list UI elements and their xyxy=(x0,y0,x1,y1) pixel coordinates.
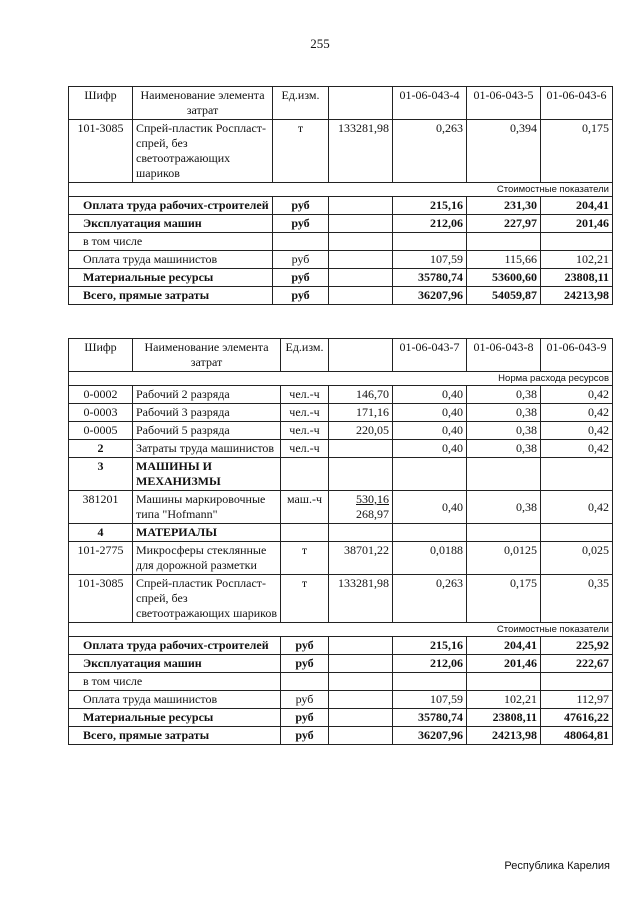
cost-unit: руб xyxy=(281,709,329,727)
cost-unit: руб xyxy=(273,269,329,287)
cost-name: Материальные ресурсы xyxy=(69,709,281,727)
row-value: 0,263 xyxy=(393,575,467,623)
row-value: 0,175 xyxy=(541,120,613,183)
row-value: 0,0125 xyxy=(467,542,541,575)
cost-price xyxy=(329,637,393,655)
cost-row xyxy=(69,197,613,215)
cost-value: 225,92 xyxy=(541,637,613,655)
row-code: 101-3085 xyxy=(69,575,133,623)
cost-price xyxy=(329,655,393,673)
row-value: 0,38 xyxy=(467,491,541,524)
row-price: 220,05 xyxy=(329,422,393,440)
row-price: 38701,22 xyxy=(329,542,393,575)
cost-name: в том числе xyxy=(69,673,281,691)
cost-name: Оплата труда рабочих-строителей xyxy=(69,637,281,655)
section-band xyxy=(69,372,613,386)
cost-value: 47616,22 xyxy=(541,709,613,727)
table-header xyxy=(69,87,613,120)
row-unit: маш.-ч xyxy=(281,491,329,524)
section-heading-row xyxy=(69,524,613,542)
materials-section xyxy=(69,542,613,623)
cost-value: 35780,74 xyxy=(393,269,467,287)
row-value: 0,42 xyxy=(541,491,613,524)
header-price xyxy=(329,339,393,372)
table-row xyxy=(69,404,613,422)
row-value: 0,40 xyxy=(393,422,467,440)
row-value: 0,38 xyxy=(467,422,541,440)
header-col-3: 01-06-043-6 xyxy=(541,87,613,120)
row-unit: т xyxy=(281,542,329,575)
cost-row xyxy=(69,251,613,269)
row-unit: т xyxy=(281,575,329,623)
cost-unit: руб xyxy=(273,287,329,305)
row-value: 0,025 xyxy=(541,542,613,575)
header-name: Наименование элемента затрат xyxy=(133,339,281,372)
band-label: Стоимостные показатели xyxy=(69,183,613,197)
cost-value: 222,67 xyxy=(541,655,613,673)
row-code: 101-3085 xyxy=(69,120,133,183)
row-unit: чел.-ч xyxy=(281,422,329,440)
header-code: Шифр xyxy=(69,87,133,120)
row-value: 0,40 xyxy=(393,404,467,422)
cost-value: 102,21 xyxy=(541,251,613,269)
cost-value xyxy=(393,673,467,691)
cost-name: в том числе xyxy=(69,233,273,251)
row-name: Машины маркировочные типа "Hofmann" xyxy=(133,491,281,524)
cost-value xyxy=(467,233,541,251)
cost-unit: руб xyxy=(273,251,329,269)
row-value: 0,38 xyxy=(467,386,541,404)
cost-value: 215,16 xyxy=(393,637,467,655)
section-title: МАШИНЫ И МЕХАНИЗМЫ xyxy=(133,458,281,491)
cost-name: Оплата труда машинистов xyxy=(69,691,281,709)
cost-row xyxy=(69,269,613,287)
row-value: 0,40 xyxy=(393,440,467,458)
table-header xyxy=(69,339,613,372)
header-unit: Ед.изм. xyxy=(281,339,329,372)
row-name: Микросферы стеклянные для дорожной разметки xyxy=(133,542,281,575)
row-code: 2 xyxy=(69,440,133,458)
cost-value: 227,97 xyxy=(467,215,541,233)
cost-value xyxy=(393,233,467,251)
table-row xyxy=(69,440,613,458)
row-name: Спрей-пластик Роспласт-спрей, без светоотражающих шариков xyxy=(133,575,281,623)
cost-value: 107,59 xyxy=(393,251,467,269)
cost-value: 212,06 xyxy=(393,655,467,673)
cost-unit: руб xyxy=(281,727,329,745)
cost-value: 48064,81 xyxy=(541,727,613,745)
row-price-top: 530,16 xyxy=(356,492,389,506)
header-col-2: 01-06-043-5 xyxy=(467,87,541,120)
row-name: Рабочий 2 разряда xyxy=(133,386,281,404)
cost-price xyxy=(329,709,393,727)
cost-price xyxy=(329,197,393,215)
cost-price xyxy=(329,269,393,287)
section-code: 3 xyxy=(69,458,133,491)
header-code: Шифр xyxy=(69,339,133,372)
cost-name: Эксплуатация машин xyxy=(69,655,281,673)
cost-value: 204,41 xyxy=(541,197,613,215)
cost-value: 23808,11 xyxy=(467,709,541,727)
row-unit: чел.-ч xyxy=(281,440,329,458)
cost-price xyxy=(329,727,393,745)
cost-name: Всего, прямые затраты xyxy=(69,727,281,745)
cost-unit xyxy=(281,673,329,691)
cost-name: Оплата труда рабочих-строителей xyxy=(69,197,273,215)
header-col-1: 01-06-043-4 xyxy=(393,87,467,120)
cost-unit: руб xyxy=(273,197,329,215)
workers-section xyxy=(69,386,613,440)
row-value: 0,263 xyxy=(393,120,467,183)
row-name: Рабочий 5 разряда xyxy=(133,422,281,440)
row-price: 146,70 xyxy=(329,386,393,404)
cost-value: 24213,98 xyxy=(467,727,541,745)
band-label: Стоимостные показатели xyxy=(69,623,613,637)
cost-value: 231,30 xyxy=(467,197,541,215)
cost-name: Всего, прямые затраты xyxy=(69,287,273,305)
cost-value: 107,59 xyxy=(393,691,467,709)
cost-value: 23808,11 xyxy=(541,269,613,287)
cost-value: 35780,74 xyxy=(393,709,467,727)
cost-name: Материальные ресурсы xyxy=(69,269,273,287)
cost-unit: руб xyxy=(281,637,329,655)
row-name: Спрей-пластик Роспласт-спрей, без светоотражающих шариков xyxy=(133,120,273,183)
table-row xyxy=(69,491,613,524)
row-value: 0,0188 xyxy=(393,542,467,575)
row-price: 171,16 xyxy=(329,404,393,422)
cost-value: 204,41 xyxy=(467,637,541,655)
cost-price xyxy=(329,691,393,709)
cost-row xyxy=(69,287,613,305)
row-price xyxy=(329,440,393,458)
header-name: Наименование элемента затрат xyxy=(133,87,273,120)
table-row xyxy=(69,386,613,404)
header-unit: Ед.изм. xyxy=(273,87,329,120)
row-value: 0,42 xyxy=(541,404,613,422)
row-code: 0-0002 xyxy=(69,386,133,404)
cost-price xyxy=(329,215,393,233)
cost-value: 36207,96 xyxy=(393,727,467,745)
section-title: МАТЕРИАЛЫ xyxy=(133,524,281,542)
header-price xyxy=(329,87,393,120)
table-row xyxy=(69,542,613,575)
row-value: 0,35 xyxy=(541,575,613,623)
cost-price xyxy=(329,673,393,691)
row-unit: т xyxy=(273,120,329,183)
cost-value: 201,46 xyxy=(541,215,613,233)
cost-value xyxy=(541,673,613,691)
row-price-bottom: 268,97 xyxy=(356,507,389,521)
row-value: 0,38 xyxy=(467,440,541,458)
cost-value: 53600,60 xyxy=(467,269,541,287)
band-label: Норма расхода ресурсов xyxy=(69,372,613,386)
cost-value xyxy=(541,233,613,251)
row-price: 133281,98 xyxy=(329,575,393,623)
cost-row xyxy=(69,709,613,727)
row-value: 0,394 xyxy=(467,120,541,183)
cost-value: 54059,87 xyxy=(467,287,541,305)
cost-section xyxy=(69,197,613,305)
section-band xyxy=(69,623,613,637)
cost-value: 201,46 xyxy=(467,655,541,673)
cost-row xyxy=(69,233,613,251)
section-band xyxy=(69,183,613,197)
cost-name: Оплата труда машинистов xyxy=(69,251,273,269)
row-value: 0,40 xyxy=(393,491,467,524)
header-col-3: 01-06-043-9 xyxy=(541,339,613,372)
row-code: 0-0005 xyxy=(69,422,133,440)
header-col-2: 01-06-043-8 xyxy=(467,339,541,372)
cost-row xyxy=(69,215,613,233)
row-unit: чел.-ч xyxy=(281,404,329,422)
cost-price xyxy=(329,251,393,269)
row-name: Затраты труда машинистов xyxy=(133,440,281,458)
cost-value: 112,97 xyxy=(541,691,613,709)
row-price: 133281,98 xyxy=(329,120,393,183)
cost-value: 212,06 xyxy=(393,215,467,233)
cost-row xyxy=(69,655,613,673)
row-code: 0-0003 xyxy=(69,404,133,422)
row-value: 0,42 xyxy=(541,422,613,440)
section-code: 4 xyxy=(69,524,133,542)
cost-value: 215,16 xyxy=(393,197,467,215)
estimate-table-1 xyxy=(68,86,613,305)
cost-section xyxy=(69,637,613,745)
cost-price xyxy=(329,233,393,251)
row-value: 0,175 xyxy=(467,575,541,623)
cost-unit: руб xyxy=(281,691,329,709)
table-row xyxy=(69,575,613,623)
cost-value: 115,66 xyxy=(467,251,541,269)
cost-value: 24213,98 xyxy=(541,287,613,305)
row-value: 0,38 xyxy=(467,404,541,422)
row-value: 0,42 xyxy=(541,440,613,458)
row-value: 0,42 xyxy=(541,386,613,404)
cost-unit: руб xyxy=(273,215,329,233)
row-unit: чел.-ч xyxy=(281,386,329,404)
cost-value: 102,21 xyxy=(467,691,541,709)
row-name: Рабочий 3 разряда xyxy=(133,404,281,422)
section-heading-row xyxy=(69,458,613,491)
cost-unit: руб xyxy=(281,655,329,673)
row-code: 101-2775 xyxy=(69,542,133,575)
table-row xyxy=(69,422,613,440)
table-row xyxy=(69,120,613,183)
cost-value xyxy=(467,673,541,691)
footer-region: Республика Карелия xyxy=(504,860,610,872)
cost-unit xyxy=(273,233,329,251)
estimate-table-2 xyxy=(68,338,613,745)
row-price xyxy=(329,491,393,524)
cost-name: Эксплуатация машин xyxy=(69,215,273,233)
row-value: 0,40 xyxy=(393,386,467,404)
cost-price xyxy=(329,287,393,305)
cost-row xyxy=(69,637,613,655)
cost-row xyxy=(69,691,613,709)
cost-value: 36207,96 xyxy=(393,287,467,305)
cost-row xyxy=(69,727,613,745)
row-code: 381201 xyxy=(69,491,133,524)
cost-row xyxy=(69,673,613,691)
header-col-1: 01-06-043-7 xyxy=(393,339,467,372)
page-number: 255 xyxy=(310,36,330,51)
